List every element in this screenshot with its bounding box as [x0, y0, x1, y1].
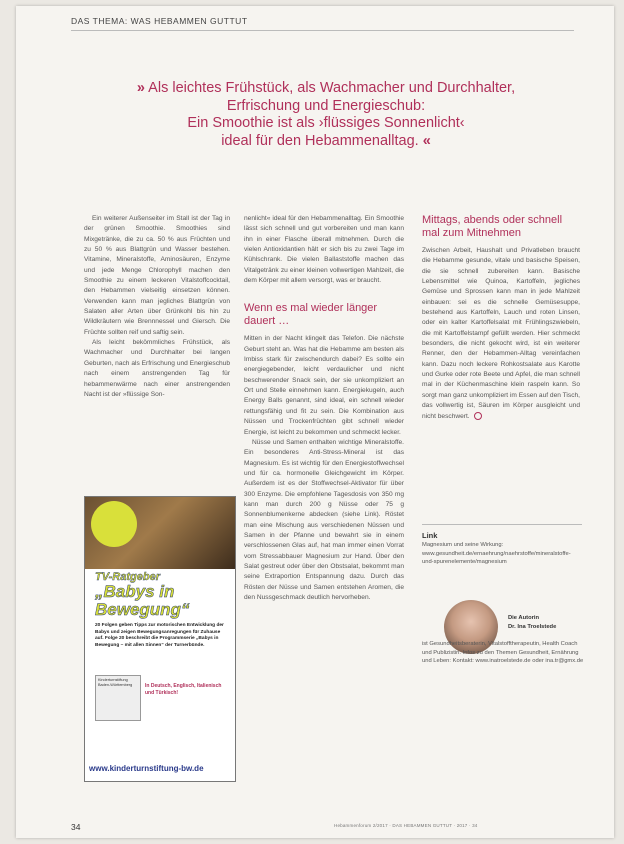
author-label: Die Autorin: [508, 615, 540, 621]
column-1-paragraph-1: Ein weiterer Außenseiter im Stall ist der Tag in der grünen Smoothie. Smoothies sind Mixgetränke, die zu ca. 50 % aus Früchten und zu 50 % aus Blattgrün und Wasser bestehen. Vitamine, Mineralstoffe, Aminosäuren, Enzyme und jede Menge Chlorophyll machen den Smoothie zu einem leckeren Vitalstoffcocktail, den Hebammen vielseitig einsetzen können. Verwenden kann man jegliches Blattgrün von Salaten aller Arten über Grünkohl bis hin zu Wildkräutern wie Brennnessel und Giersch. Die Früchte sollten reif und saftig sein.: [84, 215, 230, 336]
quote-close-mark: «: [422, 132, 431, 149]
column-2-paragraph-2: Mitten in der Nacht klingelt das Telefon. Die nächste Geburt steht an. Was hat die Hebamme am besten als Imbiss stark für zwischendurch dabei? Es sollte ein energiegebender, leicht verdaulicher und nicht beschwerender Snack sein, der sie unkompliziert an Ort und Stelle einnehmen kann. Energiekugeln, auch Energy Balls genannt, sind ideal, ein schnell wieder rettungsfähig und fit zu sein. Die Kombination aus Nüssen und Trockenfrüchten gibt schnell wieder Energie, ist leicht zu bekommen und schmeckt lecker.: [244, 335, 404, 436]
link-box-url[interactable]: Magnesium und seine Wirkung: www.gesundheit.de/ernaehrung/naehrstoffe/mineralstoffe-und-spurenelemente/magnesium: [422, 542, 571, 566]
column-1: [84, 214, 230, 400]
link-box: [422, 524, 582, 567]
column-1-paragraph-2: Als leicht bekömmliches Frühstück, als Wachmacher und Durchhalter bei langen Geburten, nach als Erfrischung und Energieschub nach einem anstrengenden Tag für hebammenwärme nach einer anstrengenden Nacht ist der »flüssige Son-: [84, 339, 230, 398]
column-3-paragraph-1: Zwischen Arbeit, Haushalt und Privatleben braucht die Hebamme gesunde, vitale und basische Speisen, die sie schnell zubereiten kann. Basische Lebensmittel wie Quinoa, Kartoffeln, jegliches Gemüse und Sprossen kann man in jede Mahlzeit einbauen: sei es die schnelle Gemüsesuppe, bestehend aus Kartoffeln, Lauch und roten Linsen, oder ein kalter Kartoffelsalat mit Frühlingszwiebeln, die mit Kartoffelstampf gefüllt werden. Hier schmeckt besonders, die nicht gekocht wird, ist ein weiterer Renner, den der Hebammen-Alltag vereinfachen kann. Dazu noch leckere Rohkostsalate aus Karotte und Gurke oder rote Beete und Apfel, die man schnell mal in der Küchenmaschine klein raspeln kann. So sorgt man ganz unkompliziert im Essen auf den Tisch, das vollwertig ist, Säuren im Körper ausgleicht und nicht beschwert.: [422, 247, 580, 420]
link-box-title: Link: [422, 531, 438, 540]
article-end-icon: [474, 412, 482, 420]
pull-quote-line-1: » Als leichtes Frühstück, als Wachmacher und Durchhalter,: [136, 80, 516, 96]
footer-line: Hebammenforum 2/2017 · DAS HEBAMMEN GUTTUT · 2017 · 34: [334, 823, 478, 828]
column-2-heading: Wenn es mal wieder länger dauert …: [244, 302, 378, 328]
author-name: Dr. Ina Troelstede: [508, 623, 557, 630]
author-bio: ist Gesundheitsberaterin, Vitalstofftherapeutin, Health Coach und Publizistin. Infos zu den Themen Gesundheit, Ernährung und Leben: Kontakt: www.inatroelstede.de oder ina.tr@gmx.de: [422, 641, 584, 664]
column-3: [422, 214, 580, 422]
pull-quote-line-4: ideal für den Hebammenalltag. «: [221, 132, 431, 149]
column-3-heading: Mittags, abends oder schnell mal zum Mitnehmen: [422, 214, 563, 239]
pull-quote-line-2: Erfrischung und Energieschub:: [226, 97, 426, 114]
pull-quote: [116, 80, 536, 150]
advertisement[interactable]: [84, 496, 236, 782]
author-block: [508, 614, 556, 631]
ad-headline-2: „Babys in Bewegung“: [95, 582, 190, 619]
page-number: 34: [71, 822, 81, 832]
column-2-paragraph-1: nenlicht« ideal für den Hebammenalltag. Ein Smoothie lässt sich schnell und gut vorbereiten und man kann ihn in einer Flasche überall mitnehmen. Durch die vielen Antioxidantien hält er sich bis zu zwei Tage im Kühlschrank. Die vielen Ballaststoffe machen das Vitalgetränk zu einer kleinen vollwertigen Mahlzeit, die dem Körper mit allem versorgt, was er braucht.: [244, 215, 404, 285]
pull-quote-line-3: Ein Smoothie ist als ›flüssiges Sonnenlicht‹: [187, 115, 465, 131]
column-2: [244, 214, 404, 603]
ad-photo-baby-ball: [85, 497, 235, 569]
gym-ball-icon: [91, 501, 137, 547]
ad-body-text: 20 Folgen geben Tipps zur motorischen Entwicklung der Babys und zeigen Bewegungsanregungen für Zuhause auf. Folge 20 beschreibt die Programmserie „Babys in Bewegung – mit allen Sinnen“ der Turnerbünde.: [95, 623, 224, 648]
quote-open-mark: »: [136, 80, 145, 96]
header-rule: [71, 30, 574, 31]
ad-languages: In Deutsch, Englisch, Italienisch und Türkisch!: [145, 683, 222, 696]
ad-logo-box: Kinderturnstiftung Baden-Württemberg: [95, 675, 141, 721]
column-2-paragraph-3: Nüsse und Samen enthalten wichtige Mineralstoffe. Ein besonderes Anti-Stress-Mineral ist das Magnesium. Es ist wichtig für den Energiestoffwechsel und für ca. hormonelle Gleichgewicht im Körper. Außerdem ist es der Stoffwechsel-Aktivator für über 300 Enzyme. Die empfohlene Tagesdosis von 350 mg kann man durch 200 g Nüsse oder 75 g Sonnenblumenkerne abdecken (siehe Link). Röstet man eine Mischung aus verschiedenen Nüssen und Samen in der Pfanne und bewahrt sie in einem verschlossenen Glas auf, hat man immer einen Vorrat vom Stressabbauer Magnesium zur Hand. Über den Salat gestreut oder über den Obstsalat, bekommt man seine Extraportion Entspannung dazu. Durch das Rösten der Nüsse und Samen entstehen Aromen, die den Nussgeschmack deutlich hervorheben.: [244, 438, 404, 601]
magazine-page: [16, 6, 614, 838]
ad-url-link[interactable]: www.kinderturnstiftung-bw.de: [89, 764, 204, 773]
ad-headline-1: TV-Ratgeber: [95, 571, 160, 583]
section-topic: DAS THEMA: WAS HEBAMMEN GUTTUT: [71, 16, 248, 26]
